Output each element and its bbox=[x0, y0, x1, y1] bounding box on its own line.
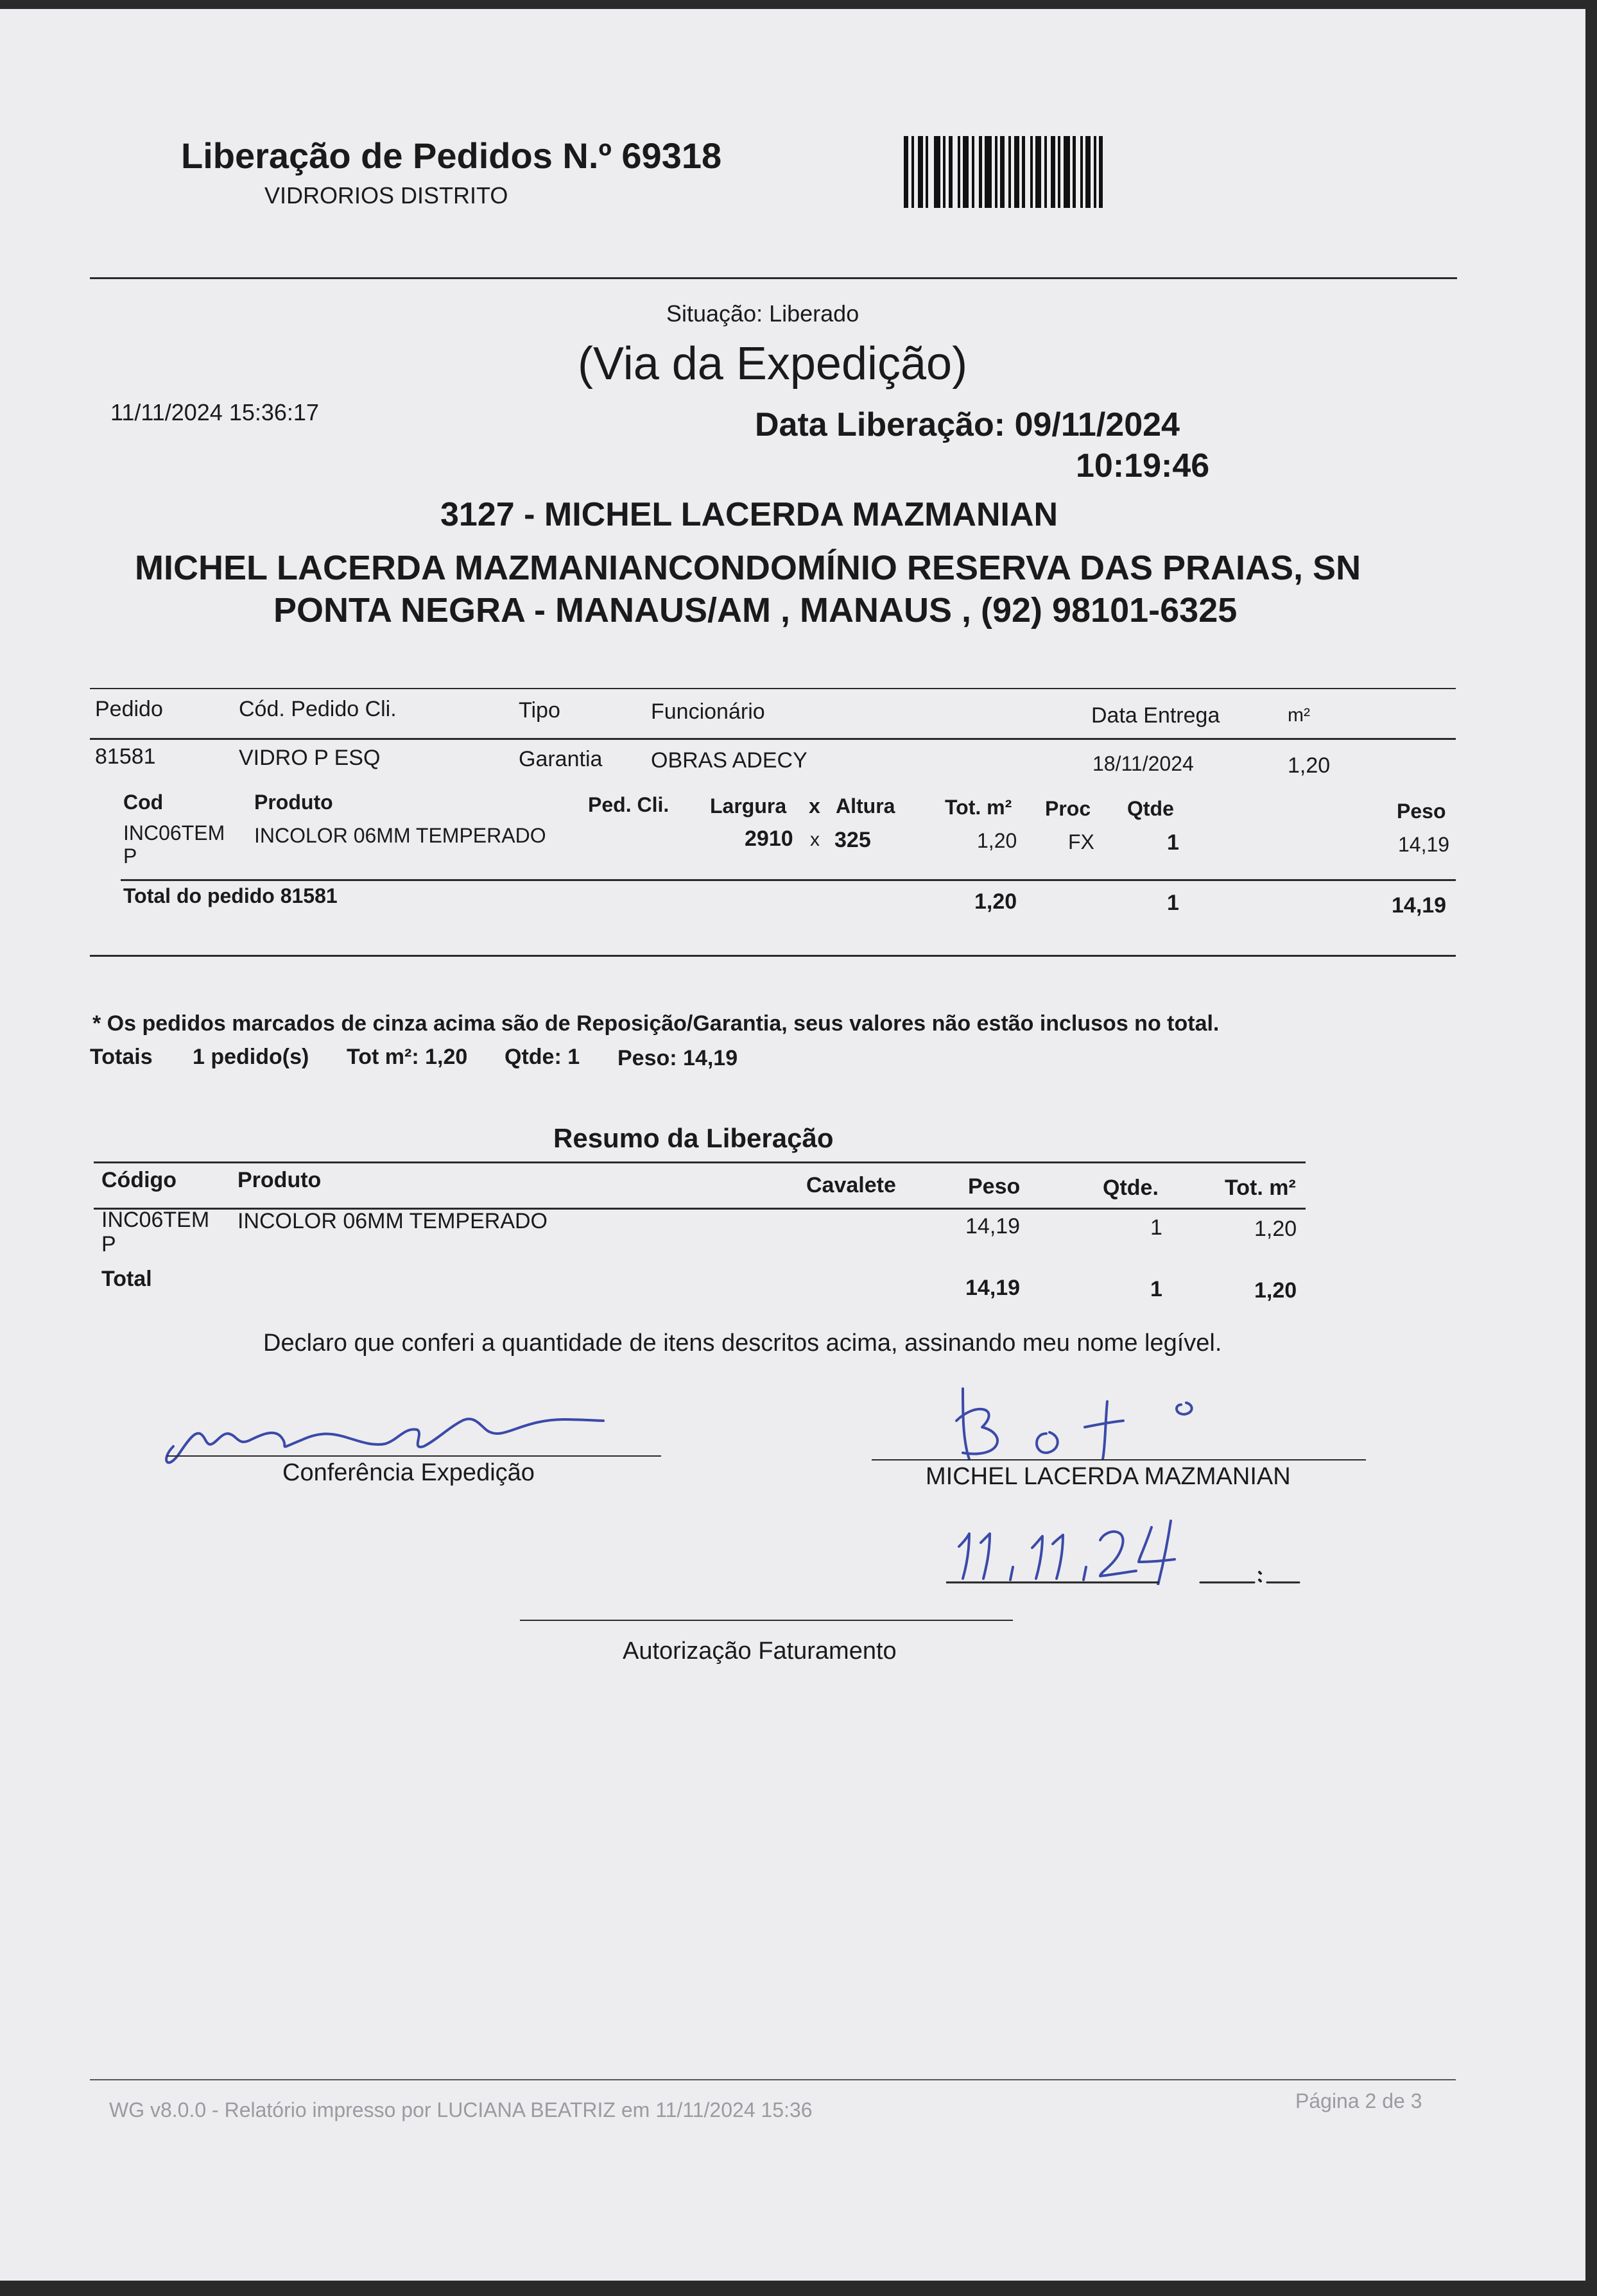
client-signature bbox=[937, 1376, 1245, 1472]
resumo-col-tot-m2: Tot. m² bbox=[1225, 1176, 1296, 1200]
totais-m2: Tot m²: 1,20 bbox=[347, 1045, 468, 1069]
item-col-largura: Largura bbox=[710, 794, 787, 818]
footer-report: WG v8.0.0 - Relatório impresso por LUCIANA BEATRIZ em 11/11/2024 15:36 bbox=[109, 2098, 813, 2121]
footer-rule bbox=[90, 2079, 1456, 2080]
reposicao-note: * Os pedidos marcados de cinza acima são de Reposição/Garantia, seus valores não estão inclusos no total. bbox=[92, 1011, 1220, 1036]
barcode bbox=[904, 136, 1143, 208]
item-qtde: 1 bbox=[1167, 830, 1179, 855]
item-col-x: x bbox=[809, 794, 820, 818]
resumo-total-peso: 14,19 bbox=[965, 1276, 1021, 1300]
resumo-total-tot-m2: 1,20 bbox=[1254, 1278, 1297, 1303]
client-name: MICHEL LACERDA MAZMANIAN bbox=[926, 1463, 1291, 1490]
header-divider bbox=[90, 277, 1457, 279]
col-funcionario: Funcionário bbox=[651, 699, 765, 724]
totais-peso: Peso: 14,19 bbox=[617, 1046, 738, 1070]
document-title: Liberação de Pedidos N.º 69318 bbox=[181, 135, 722, 176]
col-tipo: Tipo bbox=[519, 698, 560, 723]
order-table-bottom-rule bbox=[90, 955, 1456, 957]
order-header-rule bbox=[90, 738, 1456, 740]
document-page bbox=[0, 9, 1585, 2281]
data-liberacao: Data Liberação: 09/11/2024 bbox=[755, 406, 1180, 443]
company-name: VIDRORIOS DISTRITO bbox=[264, 182, 508, 209]
resumo-peso: 14,19 bbox=[965, 1214, 1021, 1238]
resumo-col-codigo: Código bbox=[101, 1168, 177, 1192]
totais-pedidos: 1 pedido(s) bbox=[193, 1045, 309, 1069]
resumo-qtde: 1 bbox=[1150, 1215, 1162, 1240]
item-col-qtde: Qtde bbox=[1127, 797, 1174, 820]
resumo-col-produto: Produto bbox=[237, 1168, 322, 1192]
order-table-top-rule bbox=[90, 688, 1456, 689]
order-data-entrega: 18/11/2024 bbox=[1092, 752, 1194, 775]
client-address-line2: PONTA NEGRA - MANAUS/AM , MANAUS , (92) 98101-6325 bbox=[273, 591, 1238, 630]
order-total-label: Total do pedido 81581 bbox=[123, 884, 338, 907]
resumo-col-peso: Peso bbox=[968, 1174, 1021, 1199]
item-col-altura: Altura bbox=[836, 794, 895, 818]
item-total-rule bbox=[121, 879, 1456, 881]
conferencia-line bbox=[167, 1455, 661, 1457]
client-address-line1: MICHEL LACERDA MAZMANIANCONDOMÍNIO RESERVA DAS PRAIAS, SN bbox=[135, 549, 1361, 587]
handwritten-date bbox=[946, 1508, 1306, 1585]
order-cod-pedido-cli: VIDRO P ESQ bbox=[239, 746, 381, 770]
resumo-produto: INCOLOR 06MM TEMPERADO bbox=[237, 1209, 548, 1233]
item-col-peso: Peso bbox=[1397, 800, 1446, 823]
client-code-name: 3127 - MICHEL LACERDA MAZMANIAN bbox=[440, 496, 1058, 533]
order-total-peso: 14,19 bbox=[1392, 893, 1447, 918]
client-signature-line bbox=[872, 1459, 1366, 1461]
via-label: (Via da Expedição) bbox=[578, 338, 968, 390]
order-total-m2: 1,20 bbox=[974, 889, 1017, 914]
item-col-proc: Proc bbox=[1045, 797, 1091, 820]
item-col-produto: Produto bbox=[254, 791, 333, 814]
resumo-col-cavalete: Cavalete bbox=[806, 1173, 896, 1197]
item-cod-line1: INC06TEM bbox=[123, 821, 225, 844]
order-pedido: 81581 bbox=[95, 744, 156, 769]
order-tipo: Garantia bbox=[519, 747, 603, 771]
totais-qtde: Qtde: 1 bbox=[505, 1045, 580, 1069]
order-funcionario: OBRAS ADECY bbox=[651, 748, 807, 773]
item-cod-line2: P bbox=[123, 844, 137, 868]
situacao-label: Situação: Liberado bbox=[666, 300, 859, 327]
conferencia-label: Conferência Expedição bbox=[282, 1459, 535, 1486]
footer-page-number: Página 2 de 3 bbox=[1295, 2089, 1422, 2112]
resumo-col-qtde: Qtde. bbox=[1103, 1176, 1159, 1200]
item-peso: 14,19 bbox=[1398, 833, 1450, 856]
resumo-codigo-line2: P bbox=[101, 1232, 116, 1256]
declaration-text: Declaro que conferi a quantidade de itens descritos acima, assinando meu nome legível. bbox=[263, 1330, 1222, 1357]
resumo-tot-m2: 1,20 bbox=[1254, 1217, 1297, 1241]
order-m2: 1,20 bbox=[1288, 753, 1331, 778]
resumo-title: Resumo da Liberação bbox=[553, 1123, 834, 1153]
resumo-total-label: Total bbox=[101, 1267, 152, 1291]
item-altura: 325 bbox=[834, 828, 871, 852]
item-col-cod: Cod bbox=[123, 791, 164, 814]
order-total-qtde: 1 bbox=[1167, 891, 1179, 915]
item-largura: 2910 bbox=[745, 827, 793, 851]
item-x: x bbox=[810, 829, 820, 850]
hora-liberacao: 10:19:46 bbox=[1076, 447, 1210, 484]
print-datetime: 11/11/2024 15:36:17 bbox=[110, 399, 319, 425]
totais-label: Totais bbox=[90, 1045, 153, 1069]
autorizacao-label: Autorização Faturamento bbox=[623, 1638, 897, 1665]
resumo-codigo-line1: INC06TEM bbox=[101, 1208, 210, 1232]
col-cod-pedido-cli: Cód. Pedido Cli. bbox=[239, 697, 397, 721]
item-col-tot-m2: Tot. m² bbox=[945, 796, 1012, 819]
autorizacao-line bbox=[520, 1620, 1013, 1621]
col-m2: m² bbox=[1288, 705, 1310, 726]
item-produto: INCOLOR 06MM TEMPERADO bbox=[254, 824, 546, 847]
item-col-ped-cli: Ped. Cli. bbox=[588, 793, 669, 816]
col-data-entrega: Data Entrega bbox=[1091, 703, 1220, 728]
item-proc: FX bbox=[1068, 830, 1094, 853]
resumo-total-qtde: 1 bbox=[1150, 1277, 1162, 1301]
resumo-top-rule bbox=[94, 1161, 1306, 1163]
col-pedido: Pedido bbox=[95, 697, 163, 721]
item-tot-m2: 1,20 bbox=[977, 829, 1017, 852]
